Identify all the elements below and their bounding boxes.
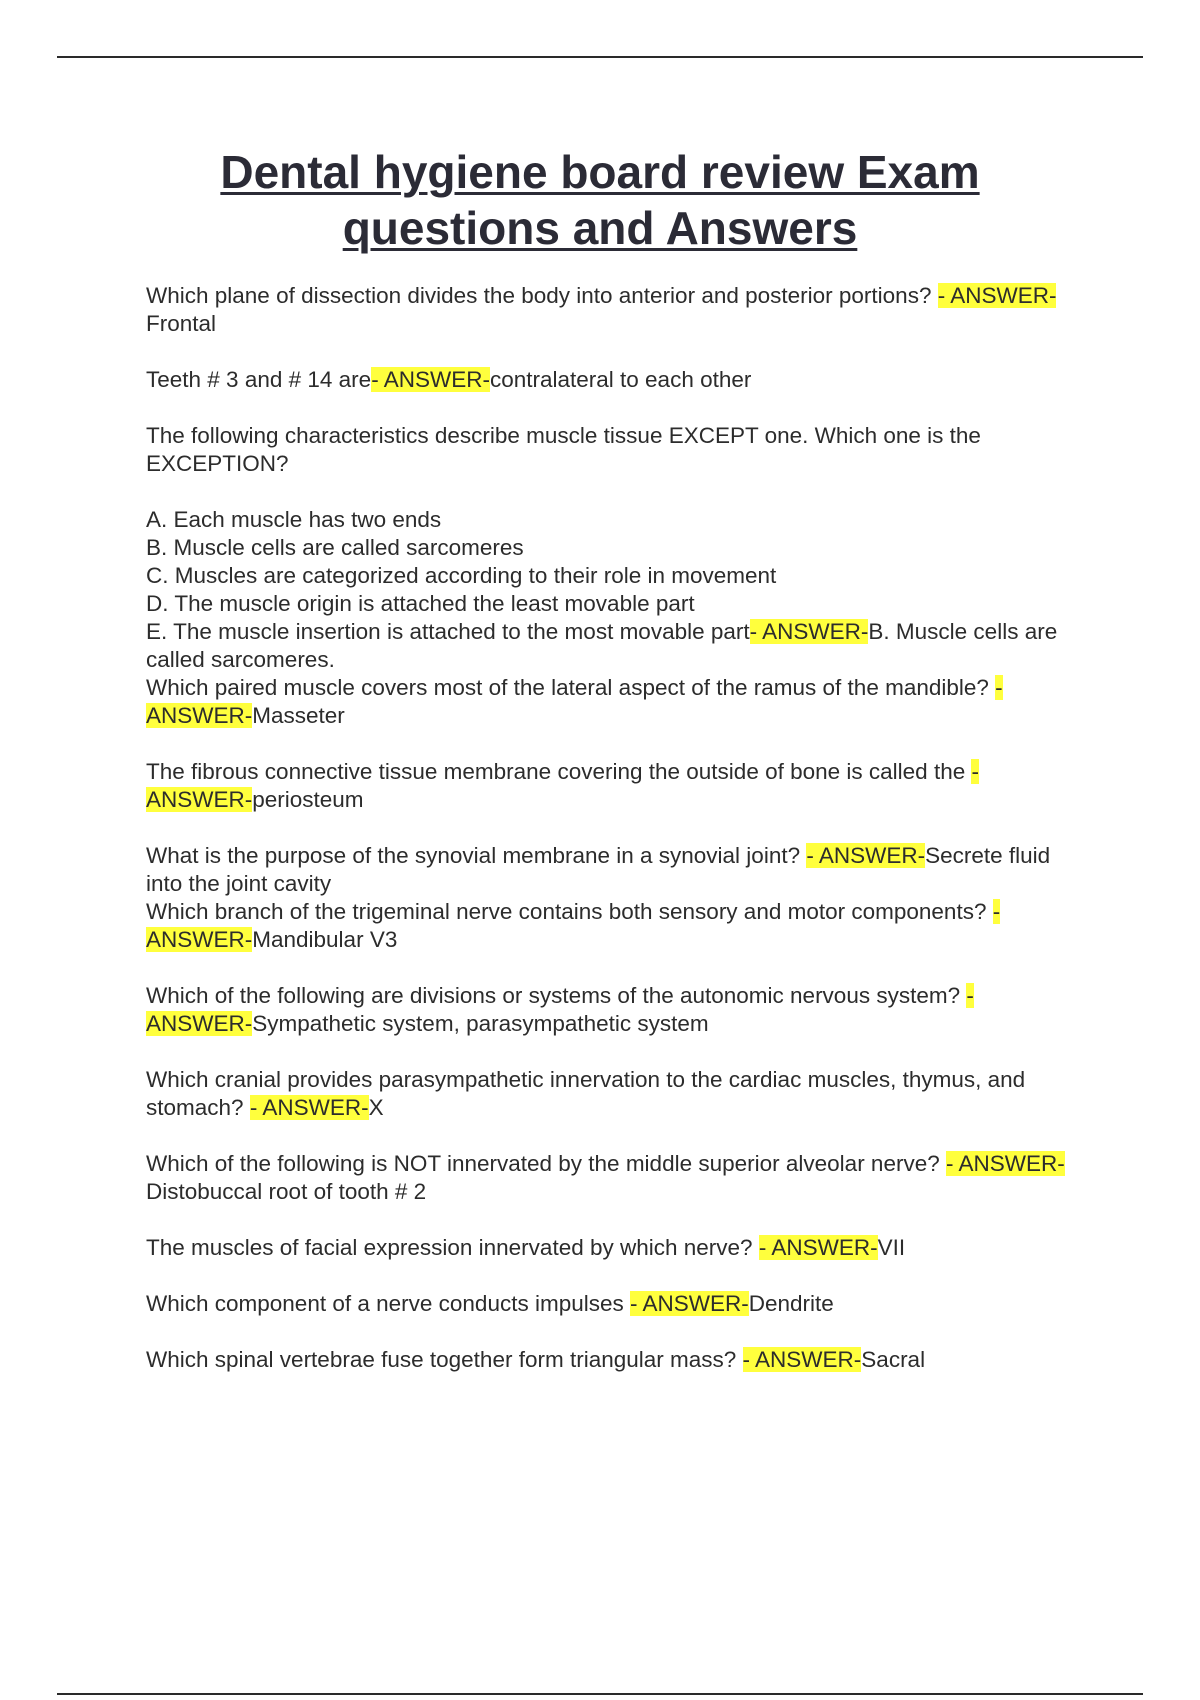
- qa-item-13: [146, 1346, 1076, 1374]
- answer-marker: - ANSWER-: [945, 1151, 1065, 1176]
- answer-text: Secrete fluid into the joint cavity: [146, 843, 1051, 896]
- document-title: [100, 144, 1100, 256]
- answer-marker: - ANSWER-: [146, 759, 979, 812]
- question-text: Which cranial provides parasympathetic innervation to the cardiac muscles, thymus, and stomach?: [146, 1067, 1026, 1120]
- qa-list: [146, 282, 1076, 1402]
- answer-marker: - ANSWER-: [371, 367, 490, 392]
- answer-marker: - ANSWER-: [146, 899, 1001, 952]
- header-rule: [57, 56, 1143, 58]
- option-b: B. Muscle cells are called sarcomeres: [146, 535, 524, 560]
- option-a: A. Each muscle has two ends: [146, 507, 442, 532]
- option-c: C. Muscles are categorized according to their role in movement: [146, 563, 777, 588]
- answer-text: contralateral to each other: [489, 367, 752, 392]
- qa-item-12: [146, 1290, 1076, 1318]
- qa-item-3-options: [146, 506, 1076, 674]
- answer-text: X: [368, 1095, 384, 1120]
- answer-marker: - ANSWER-: [146, 675, 1003, 728]
- qa-item-4: [146, 674, 1076, 730]
- answer-text: Sacral: [861, 1347, 926, 1372]
- qa-item-1: [146, 282, 1076, 338]
- qa-item-2: [146, 366, 1076, 394]
- answer-marker: - ANSWER-: [249, 1095, 369, 1120]
- option-e: E. The muscle insertion is attached to the most movable part: [146, 619, 750, 644]
- question-text: Which plane of dissection divides the body into anterior and posterior portions?: [146, 283, 938, 308]
- answer-text: B. Muscle cells are called sarcomeres.: [146, 619, 1058, 672]
- footer-rule: [57, 1693, 1143, 1695]
- answer-text: VII: [877, 1235, 906, 1260]
- answer-text: Frontal: [146, 311, 217, 336]
- answer-marker: - ANSWER-: [937, 283, 1057, 308]
- qa-item-9: [146, 1066, 1076, 1122]
- question-text: The muscles of facial expression innervated by which nerve?: [146, 1235, 759, 1260]
- question-text: Which of the following are divisions or systems of the autonomic nervous system?: [146, 983, 967, 1008]
- answer-marker: - ANSWER-: [806, 843, 926, 868]
- answer-text: Masseter: [252, 703, 345, 728]
- question-text: Which branch of the trigeminal nerve contains both sensory and motor components?: [146, 899, 993, 924]
- question-text: The following characteristics describe muscle tissue EXCEPT one. Which one is the EXCEPTION?: [146, 423, 981, 476]
- answer-marker: - ANSWER-: [749, 619, 869, 644]
- answer-marker: - ANSWER-: [742, 1347, 862, 1372]
- answer-marker: - ANSWER-: [146, 983, 974, 1036]
- answer-text: Sympathetic system, parasympathetic system: [252, 1011, 709, 1036]
- answer-text: periosteum: [252, 787, 364, 812]
- qa-item-5: [146, 758, 1076, 814]
- question-text: Which component of a nerve conducts impulses: [146, 1291, 630, 1316]
- answer-marker: - ANSWER-: [630, 1291, 749, 1316]
- qa-item-11: [146, 1234, 1076, 1262]
- qa-item-6: [146, 842, 1076, 898]
- qa-item-10: [146, 1150, 1076, 1206]
- qa-item-7: [146, 898, 1076, 954]
- answer-text: Mandibular V3: [252, 927, 398, 952]
- question-text: Which of the following is NOT innervated by the middle superior alveolar nerve?: [146, 1151, 946, 1176]
- qa-item-3-question: [146, 422, 1076, 478]
- question-text: Which paired muscle covers most of the lateral aspect of the ramus of the mandible?: [146, 675, 996, 700]
- answer-text: Dendrite: [748, 1291, 834, 1316]
- question-text: Which spinal vertebrae fuse together form triangular mass?: [146, 1347, 743, 1372]
- question-text: Teeth # 3 and # 14 are: [146, 367, 372, 392]
- title-line-2: questions and Answers: [342, 202, 858, 254]
- question-text: The fibrous connective tissue membrane covering the outside of bone is called the: [146, 759, 972, 784]
- answer-text: Distobuccal root of tooth # 2: [146, 1179, 427, 1204]
- title-line-1: Dental hygiene board review Exam: [220, 146, 980, 198]
- option-d: D. The muscle origin is attached the least movable part: [146, 591, 695, 616]
- qa-item-8: [146, 982, 1076, 1038]
- answer-marker: - ANSWER-: [758, 1235, 878, 1260]
- question-text: What is the purpose of the synovial membrane in a synovial joint?: [146, 843, 807, 868]
